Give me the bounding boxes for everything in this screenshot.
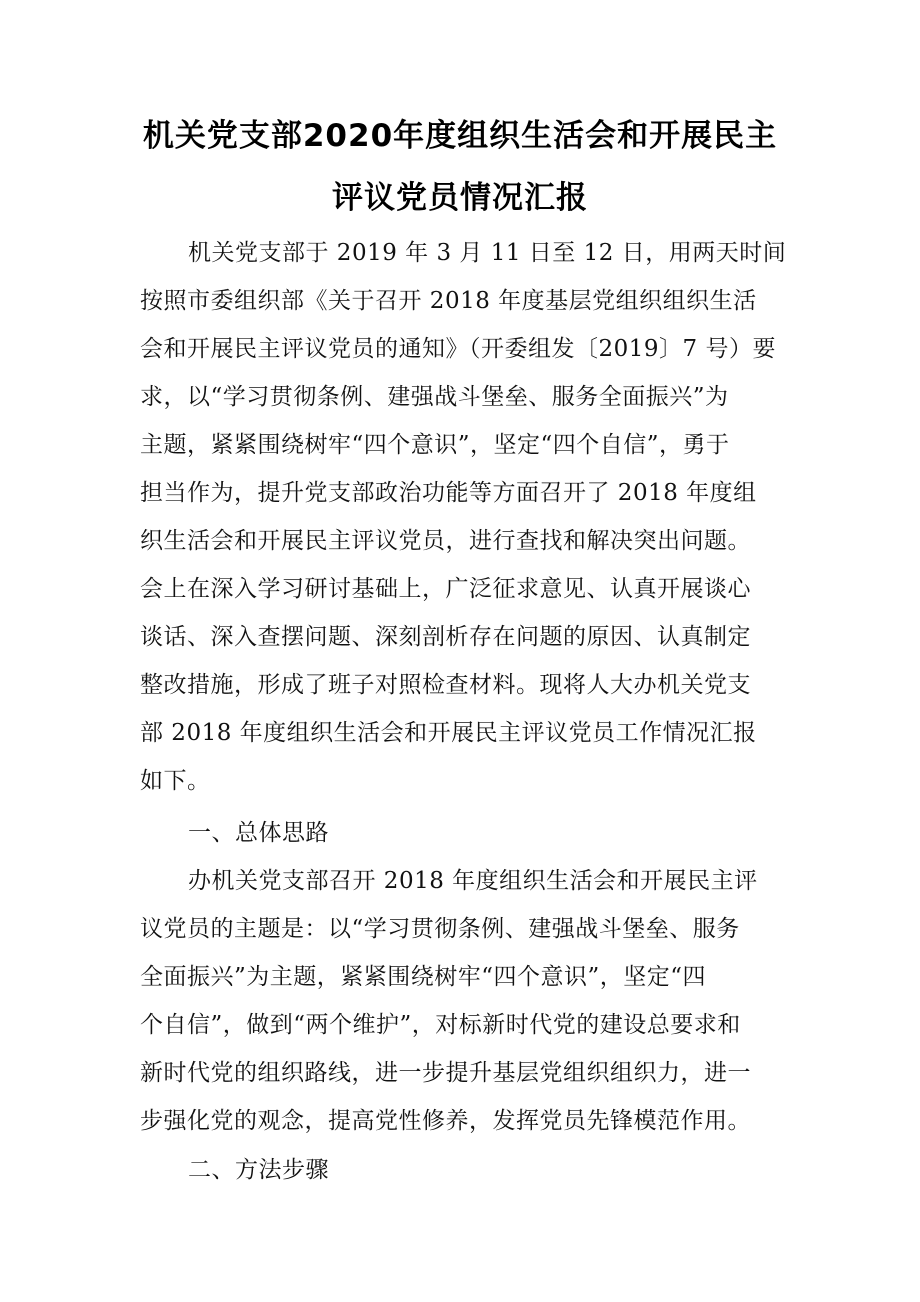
paragraph-1-line: 部 2018 年度组织生活会和开展民主评议党员工作情况汇报 (140, 720, 757, 746)
paragraph-1-line: 织生活会和开展民主评议党员，进行查找和解决突出问题。 (140, 528, 751, 554)
paragraph-1-line: 如下。 (140, 768, 211, 794)
paragraph-1-line: 主题，紧紧围绕树牢“四个意识”，坚定“四个自信”，勇于 (140, 432, 730, 458)
paragraph-2-line: 步强化党的观念，提高党性修养，发挥党员先锋模范作用。 (140, 1108, 751, 1134)
paragraph-1-line: 整改措施，形成了班子对照检查材料。现将人大办机关党支 (140, 672, 751, 698)
paragraph-2-line: 全面振兴”为主题，紧紧围绕树牢“四个意识”，坚定“四 (140, 964, 707, 990)
paragraph-2-line: 个自信”，做到“两个维护”，对标新时代党的建设总要求和 (140, 1012, 741, 1038)
paragraph-2-line: 议党员的主题是：以“学习贯彻条例、建强战斗堡垒、服务 (140, 916, 740, 942)
paragraph-1-line: 谈话、深入查摆问题、深刻剖析存在问题的原因、认真制定 (140, 624, 751, 650)
section-heading-2: 二、方法步骤 (188, 1157, 329, 1183)
paragraph-2-line: 新时代党的组织路线，进一步提升基层党组织组织力，进一 (140, 1060, 751, 1086)
paragraph-1-line: 会上在深入学习研讨基础上，广泛征求意见、认真开展谈心 (140, 576, 751, 602)
document-title-line-2: 评议党员情况汇报 (332, 180, 588, 216)
paragraph-1-line: 机关党支部于 2019 年 3 月 11 日至 12 日，用两天时间 (188, 240, 787, 266)
section-heading-1: 一、总体思路 (188, 820, 329, 846)
paragraph-1-line: 会和开展民主评议党员的通知》（开委组发〔2019〕7 号）要 (140, 336, 776, 362)
paragraph-1-line: 求，以“学习贯彻条例、建强战斗堡垒、服务全面振兴”为 (140, 384, 729, 410)
paragraph-2-line: 办机关党支部召开 2018 年度组织生活会和开展民主评 (188, 868, 758, 894)
document-title-line-1: 机关党支部2020年度组织生活会和开展民主 (142, 118, 778, 154)
paragraph-1-line: 担当作为，提升党支部政治功能等方面召开了 2018 年度组 (140, 480, 757, 506)
paragraph-1-line: 按照市委组织部《关于召开 2018 年度基层党组织组织生活 (140, 288, 757, 314)
